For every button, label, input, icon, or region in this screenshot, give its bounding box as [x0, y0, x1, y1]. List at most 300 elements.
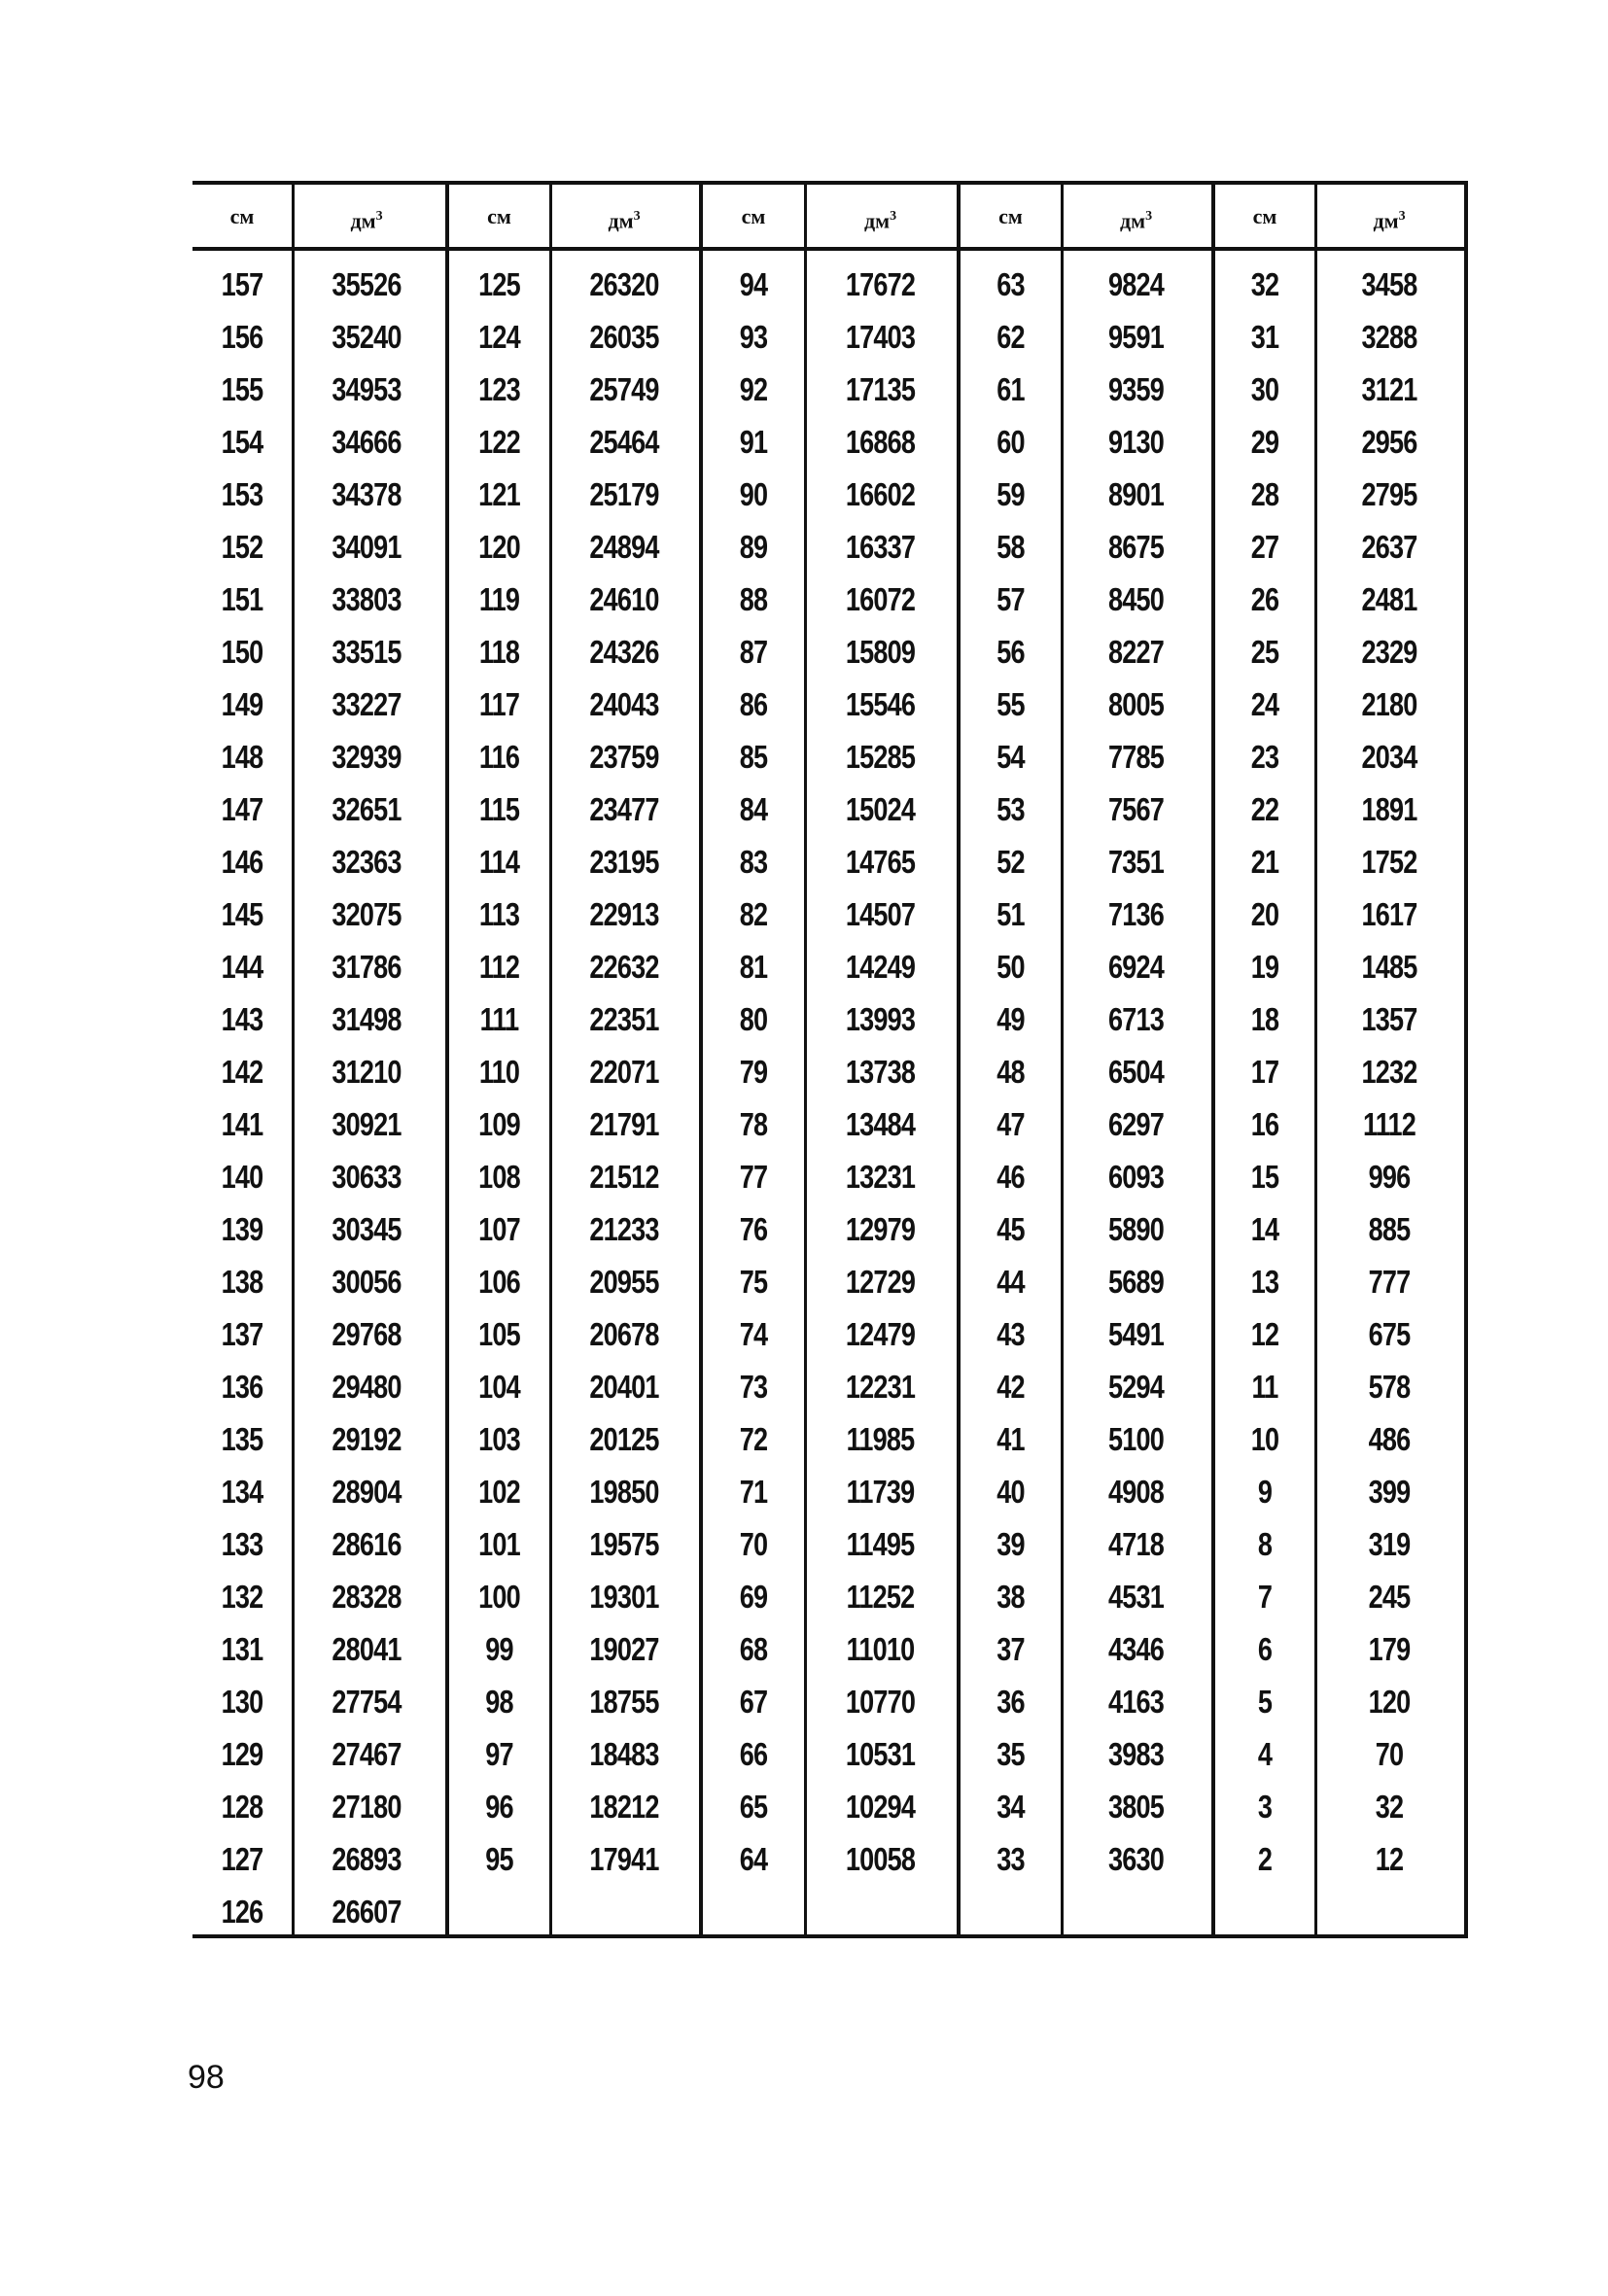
- cell-dm3: 21512: [589, 1159, 659, 1195]
- table-block-5: [1215, 181, 1468, 1938]
- cell-dm3: 22071: [589, 1054, 659, 1090]
- cell-cm: 114: [478, 844, 520, 880]
- cell-dm3: 28041: [332, 1631, 402, 1667]
- cell-dm3: 24894: [589, 529, 659, 565]
- cell-dm3: 1112: [1363, 1106, 1416, 1142]
- cell-cm: 121: [478, 476, 520, 512]
- cell-cm: 45: [996, 1211, 1025, 1247]
- cell-dm3: 10770: [845, 1684, 916, 1720]
- cell-cm: 7: [1257, 1579, 1273, 1615]
- cell-dm3: 31210: [332, 1054, 402, 1090]
- cell-dm3: 4163: [1108, 1684, 1164, 1720]
- cell-dm3: 179: [1368, 1631, 1411, 1667]
- cell-cm: 92: [739, 371, 768, 407]
- cell-dm3: 30921: [332, 1106, 402, 1142]
- cell-cm: 72: [739, 1421, 768, 1457]
- cell-dm3: 13738: [845, 1054, 916, 1090]
- cell-cm: 127: [221, 1841, 263, 1877]
- cell-cm: 88: [739, 581, 768, 617]
- cell-cm: 54: [996, 739, 1025, 775]
- cell-cm: 145: [221, 896, 263, 932]
- cell-cm: 21: [1250, 844, 1279, 880]
- cell-dm3: 32075: [332, 896, 402, 932]
- cell-cm: 104: [478, 1369, 520, 1405]
- cell-cm: 73: [739, 1369, 768, 1405]
- cell-dm3: 26607: [332, 1894, 402, 1930]
- cell-dm3: 25749: [589, 371, 659, 407]
- cell-cm: 103: [478, 1421, 520, 1457]
- cell-cm: 115: [478, 791, 520, 827]
- cell-dm3: 4531: [1108, 1579, 1164, 1615]
- cell-cm: 20: [1250, 896, 1279, 932]
- cell-cm: 110: [478, 1054, 520, 1090]
- cell-dm3: 2329: [1361, 634, 1417, 670]
- cell-dm3: 34666: [332, 424, 402, 460]
- cell-cm: 125: [478, 266, 520, 302]
- header-exponent: 3: [633, 209, 641, 224]
- cell-dm3: 12979: [845, 1211, 916, 1247]
- cell-dm3: 28616: [332, 1526, 402, 1562]
- header-exponent: 3: [890, 209, 897, 224]
- cell-cm: 152: [221, 529, 263, 565]
- cell-cm: 135: [221, 1421, 263, 1457]
- cell-dm3: 31498: [332, 1001, 402, 1037]
- cell-cm: 4: [1257, 1736, 1273, 1772]
- cell-dm3: 26893: [332, 1841, 402, 1877]
- cell-dm3: 16868: [845, 424, 916, 460]
- cell-dm3: 17135: [845, 371, 916, 407]
- header-cm: см: [998, 204, 1023, 228]
- cell-dm3: 8450: [1108, 581, 1164, 617]
- cell-cm: 40: [996, 1474, 1025, 1510]
- cell-cm: 151: [221, 581, 263, 617]
- cell-dm3: 15546: [845, 686, 916, 722]
- cell-cm: 65: [739, 1789, 768, 1825]
- cell-dm3: 30056: [332, 1264, 402, 1300]
- cell-cm: 147: [221, 791, 263, 827]
- cell-cm: 102: [478, 1474, 520, 1510]
- cell-dm3: 675: [1368, 1316, 1411, 1352]
- cell-dm3: 2180: [1361, 686, 1417, 722]
- cell-cm: 64: [739, 1841, 768, 1877]
- cell-cm: 29: [1250, 424, 1279, 460]
- cell-cm: 94: [739, 266, 768, 302]
- cell-cm: 38: [996, 1579, 1025, 1615]
- cell-dm3: 11495: [846, 1526, 915, 1562]
- cell-cm: 78: [739, 1106, 768, 1142]
- cell-cm: 3: [1257, 1789, 1273, 1825]
- cell-dm3: 21233: [589, 1211, 659, 1247]
- header-exponent: 3: [375, 209, 383, 224]
- cell-cm: 119: [478, 581, 520, 617]
- cell-cm: 101: [478, 1526, 520, 1562]
- cell-dm3: 24043: [589, 686, 659, 722]
- cell-dm3: 11010: [846, 1631, 915, 1667]
- cell-cm: 144: [221, 949, 263, 985]
- header-dm3: $дм^3$: [863, 208, 897, 233]
- cell-cm: 100: [478, 1579, 520, 1615]
- cell-dm3: 35526: [332, 266, 402, 302]
- cell-dm3: 9591: [1108, 319, 1164, 355]
- cell-cm: 141: [221, 1106, 263, 1142]
- cell-dm3: 20401: [589, 1369, 659, 1405]
- cell-dm3: 2795: [1361, 476, 1417, 512]
- cell-cm: 86: [739, 686, 768, 722]
- cell-dm3: 11252: [846, 1579, 915, 1615]
- cell-dm3: 120: [1368, 1684, 1411, 1720]
- cell-cm: 83: [739, 844, 768, 880]
- cell-dm3: 23477: [589, 791, 659, 827]
- cell-cm: 137: [221, 1316, 263, 1352]
- cell-cm: 58: [996, 529, 1025, 565]
- cell-dm3: 30633: [332, 1159, 402, 1195]
- cell-cm: 8: [1257, 1526, 1273, 1562]
- cell-cm: 5: [1257, 1684, 1273, 1720]
- cell-dm3: 13484: [845, 1106, 916, 1142]
- cell-dm3: 6924: [1108, 949, 1164, 985]
- cell-cm: 95: [485, 1841, 513, 1877]
- cell-dm3: 18212: [589, 1789, 659, 1825]
- cell-dm3: 7136: [1108, 896, 1164, 932]
- header-dm3: $дм^3$: [1373, 208, 1406, 233]
- header-cm: см: [229, 204, 255, 228]
- cell-cm: 112: [478, 949, 520, 985]
- cell-dm3: 29192: [332, 1421, 402, 1457]
- cell-dm3: 28904: [332, 1474, 402, 1510]
- cell-dm3: 578: [1368, 1369, 1411, 1405]
- cell-dm3: 11985: [846, 1421, 915, 1457]
- cell-cm: 140: [221, 1159, 263, 1195]
- cell-dm3: 34091: [332, 529, 402, 565]
- cell-cm: 106: [478, 1264, 520, 1300]
- cell-cm: 123: [478, 371, 520, 407]
- cell-cm: 149: [221, 686, 263, 722]
- cell-cm: 74: [739, 1316, 768, 1352]
- cell-dm3: 14765: [845, 844, 916, 880]
- cell-cm: 11: [1251, 1369, 1278, 1405]
- cell-dm3: 14507: [845, 896, 916, 932]
- cell-dm3: 19850: [589, 1474, 659, 1510]
- cell-dm3: 3458: [1361, 266, 1417, 302]
- cell-dm3: 30345: [332, 1211, 402, 1247]
- cell-cm: 30: [1250, 371, 1279, 407]
- cell-cm: 120: [478, 529, 520, 565]
- cell-cm: 14: [1250, 1211, 1279, 1247]
- cell-cm: 63: [996, 266, 1025, 302]
- cell-dm3: 6093: [1108, 1159, 1164, 1195]
- cell-cm: 99: [485, 1631, 513, 1667]
- page-number: 98: [188, 2059, 225, 2096]
- cell-cm: 52: [996, 844, 1025, 880]
- cell-cm: 107: [478, 1211, 520, 1247]
- cell-dm3: 34953: [332, 371, 402, 407]
- cell-cm: 39: [996, 1526, 1025, 1562]
- cell-cm: 27: [1250, 529, 1279, 565]
- cell-cm: 66: [739, 1736, 768, 1772]
- cell-cm: 37: [996, 1631, 1025, 1667]
- cell-cm: 111: [479, 1001, 519, 1037]
- column-divider: [1061, 181, 1064, 1938]
- cell-dm3: 15809: [845, 634, 916, 670]
- cell-cm: 153: [221, 476, 263, 512]
- cell-dm3: 13993: [845, 1001, 916, 1037]
- table-block-4: [961, 181, 1215, 1938]
- cell-cm: 109: [478, 1106, 520, 1142]
- cell-dm3: 1485: [1361, 949, 1417, 985]
- cell-dm3: 23195: [589, 844, 659, 880]
- cell-dm3: 3805: [1108, 1789, 1164, 1825]
- cell-dm3: 6713: [1108, 1001, 1164, 1037]
- cell-cm: 93: [739, 319, 768, 355]
- cell-cm: 154: [221, 424, 263, 460]
- cell-dm3: 7785: [1108, 739, 1164, 775]
- cell-cm: 98: [485, 1684, 513, 1720]
- cell-cm: 150: [221, 634, 263, 670]
- cell-dm3: 5294: [1108, 1369, 1164, 1405]
- cell-dm3: 8675: [1108, 529, 1164, 565]
- cell-cm: 81: [739, 949, 768, 985]
- table-block-2: [449, 181, 703, 1938]
- cell-cm: 105: [478, 1316, 520, 1352]
- cell-dm3: 15024: [845, 791, 916, 827]
- cell-dm3: 2034: [1361, 739, 1417, 775]
- cell-dm3: 5100: [1108, 1421, 1164, 1457]
- cell-dm3: 29768: [332, 1316, 402, 1352]
- cell-dm3: 22632: [589, 949, 659, 985]
- cell-cm: 36: [996, 1684, 1025, 1720]
- cell-dm3: 10294: [845, 1789, 916, 1825]
- column-divider: [549, 181, 552, 1938]
- cell-cm: 148: [221, 739, 263, 775]
- cell-dm3: 3288: [1361, 319, 1417, 355]
- cell-dm3: 10531: [845, 1736, 916, 1772]
- cell-cm: 116: [478, 739, 520, 775]
- cell-cm: 12: [1250, 1316, 1279, 1352]
- cell-cm: 128: [221, 1789, 263, 1825]
- cell-dm3: 25179: [589, 476, 659, 512]
- cell-dm3: 1617: [1361, 896, 1417, 932]
- cell-cm: 156: [221, 319, 263, 355]
- cell-dm3: 3983: [1108, 1736, 1164, 1772]
- cell-dm3: 10058: [845, 1841, 916, 1877]
- cell-dm3: 1357: [1361, 1001, 1417, 1037]
- cell-dm3: 8901: [1108, 476, 1164, 512]
- cell-dm3: 996: [1368, 1159, 1411, 1195]
- cell-cm: 9: [1257, 1474, 1273, 1510]
- cell-cm: 50: [996, 949, 1025, 985]
- cell-cm: 143: [221, 1001, 263, 1037]
- cell-dm3: 17672: [845, 266, 916, 302]
- cell-cm: 90: [739, 476, 768, 512]
- cell-cm: 48: [996, 1054, 1025, 1090]
- cell-cm: 80: [739, 1001, 768, 1037]
- cell-cm: 2: [1257, 1841, 1273, 1877]
- cell-dm3: 5491: [1108, 1316, 1164, 1352]
- cell-cm: 41: [996, 1421, 1025, 1457]
- cell-dm3: 18755: [589, 1684, 659, 1720]
- header-cm: см: [487, 204, 511, 228]
- cell-dm3: 20955: [589, 1264, 659, 1300]
- cell-dm3: 26035: [589, 319, 659, 355]
- cell-dm3: 319: [1368, 1526, 1411, 1562]
- table-block-1: [192, 181, 449, 1938]
- cell-cm: 56: [996, 634, 1025, 670]
- cell-dm3: 29480: [332, 1369, 402, 1405]
- cell-cm: 155: [221, 371, 263, 407]
- cell-cm: 6: [1257, 1631, 1273, 1667]
- cell-cm: 42: [996, 1369, 1025, 1405]
- cell-cm: 61: [996, 371, 1025, 407]
- cell-cm: 82: [739, 896, 768, 932]
- cell-dm3: 7567: [1108, 791, 1164, 827]
- cell-cm: 91: [739, 424, 768, 460]
- cell-dm3: 1752: [1361, 844, 1417, 880]
- cell-dm3: 4718: [1108, 1526, 1164, 1562]
- cell-dm3: 12: [1375, 1841, 1404, 1877]
- cell-cm: 142: [221, 1054, 263, 1090]
- cell-cm: 97: [485, 1736, 513, 1772]
- cell-cm: 124: [478, 319, 520, 355]
- cell-cm: 24: [1250, 686, 1279, 722]
- cell-dm3: 27180: [332, 1789, 402, 1825]
- cell-cm: 130: [221, 1684, 263, 1720]
- cell-dm3: 17403: [845, 319, 916, 355]
- cell-dm3: 17941: [589, 1841, 659, 1877]
- header-dm3: $дм^3$: [1119, 208, 1153, 233]
- cell-cm: 131: [221, 1631, 263, 1667]
- cell-dm3: 32651: [332, 791, 402, 827]
- cell-dm3: 32: [1375, 1789, 1404, 1825]
- header-exponent: 3: [1145, 209, 1153, 224]
- cell-dm3: 1232: [1361, 1054, 1417, 1090]
- cell-dm3: 33803: [332, 581, 402, 617]
- cell-cm: 23: [1250, 739, 1279, 775]
- column-divider: [292, 181, 295, 1938]
- cell-dm3: 20125: [589, 1421, 659, 1457]
- header-exponent: 3: [1398, 209, 1406, 224]
- cell-dm3: 23759: [589, 739, 659, 775]
- cell-cm: 13: [1250, 1264, 1279, 1300]
- column-divider: [804, 181, 807, 1938]
- cell-dm3: 18483: [589, 1736, 659, 1772]
- cell-dm3: 5890: [1108, 1211, 1164, 1247]
- cell-cm: 10: [1250, 1421, 1279, 1457]
- cell-cm: 139: [221, 1211, 263, 1247]
- cell-cm: 157: [221, 266, 263, 302]
- cell-cm: 122: [478, 424, 520, 460]
- table-block-3: [703, 181, 961, 1938]
- cell-cm: 49: [996, 1001, 1025, 1037]
- cell-dm3: 16602: [845, 476, 916, 512]
- cell-cm: 31: [1250, 319, 1279, 355]
- cell-dm3: 3121: [1361, 371, 1417, 407]
- cell-dm3: 11739: [846, 1474, 915, 1510]
- cell-cm: 32: [1250, 266, 1279, 302]
- cell-dm3: 27754: [332, 1684, 402, 1720]
- cell-dm3: 33515: [332, 634, 402, 670]
- cell-dm3: 31786: [332, 949, 402, 985]
- cell-cm: 79: [739, 1054, 768, 1090]
- header-dm3: $дм^3$: [608, 208, 641, 233]
- cell-cm: 146: [221, 844, 263, 880]
- cell-cm: 15: [1250, 1159, 1279, 1195]
- header-dm3: $дм^3$: [350, 208, 383, 233]
- cell-cm: 55: [996, 686, 1025, 722]
- cell-cm: 75: [739, 1264, 768, 1300]
- cell-dm3: 22913: [589, 896, 659, 932]
- cell-cm: 51: [996, 896, 1025, 932]
- cell-cm: 35: [996, 1736, 1025, 1772]
- cell-cm: 67: [739, 1684, 768, 1720]
- cell-dm3: 3630: [1108, 1841, 1164, 1877]
- cell-dm3: 399: [1368, 1474, 1411, 1510]
- cell-cm: 60: [996, 424, 1025, 460]
- cell-dm3: 34378: [332, 476, 402, 512]
- cell-cm: 70: [739, 1526, 768, 1562]
- cell-dm3: 32363: [332, 844, 402, 880]
- cell-cm: 18: [1250, 1001, 1279, 1037]
- cell-dm3: 2956: [1361, 424, 1417, 460]
- cell-dm3: 486: [1368, 1421, 1411, 1457]
- cell-dm3: 27467: [332, 1736, 402, 1772]
- header-cm: см: [1252, 204, 1277, 228]
- cell-dm3: 777: [1368, 1264, 1411, 1300]
- cell-dm3: 8227: [1108, 634, 1164, 670]
- cell-dm3: 12729: [845, 1264, 916, 1300]
- cell-dm3: 5689: [1108, 1264, 1164, 1300]
- cell-cm: 62: [996, 319, 1025, 355]
- cell-cm: 77: [739, 1159, 768, 1195]
- cell-dm3: 6297: [1108, 1106, 1164, 1142]
- cell-cm: 85: [739, 739, 768, 775]
- cell-cm: 138: [221, 1264, 263, 1300]
- cell-cm: 133: [221, 1526, 263, 1562]
- cell-dm3: 19575: [589, 1526, 659, 1562]
- cell-dm3: 12231: [845, 1369, 916, 1405]
- cell-dm3: 2481: [1361, 581, 1417, 617]
- cell-dm3: 1891: [1361, 791, 1417, 827]
- cell-dm3: 245: [1368, 1579, 1411, 1615]
- cell-dm3: 19027: [589, 1631, 659, 1667]
- cell-cm: 84: [739, 791, 768, 827]
- cell-dm3: 33227: [332, 686, 402, 722]
- cell-dm3: 6504: [1108, 1054, 1164, 1090]
- cell-dm3: 70: [1375, 1736, 1404, 1772]
- cell-cm: 132: [221, 1579, 263, 1615]
- cell-dm3: 25464: [589, 424, 659, 460]
- cell-cm: 69: [739, 1579, 768, 1615]
- cell-cm: 44: [996, 1264, 1025, 1300]
- cell-dm3: 15285: [845, 739, 916, 775]
- cell-dm3: 12479: [845, 1316, 916, 1352]
- cell-cm: 76: [739, 1211, 768, 1247]
- cell-dm3: 9359: [1108, 371, 1164, 407]
- cell-cm: 34: [996, 1789, 1025, 1825]
- cell-dm3: 19301: [589, 1579, 659, 1615]
- cell-cm: 25: [1250, 634, 1279, 670]
- cell-dm3: 7351: [1108, 844, 1164, 880]
- cell-cm: 53: [996, 791, 1025, 827]
- cell-cm: 26: [1250, 581, 1279, 617]
- cell-dm3: 26320: [589, 266, 659, 302]
- cell-dm3: 9130: [1108, 424, 1164, 460]
- cell-cm: 68: [739, 1631, 768, 1667]
- cell-cm: 22: [1250, 791, 1279, 827]
- cell-cm: 136: [221, 1369, 263, 1405]
- cell-cm: 87: [739, 634, 768, 670]
- cell-dm3: 885: [1368, 1211, 1411, 1247]
- cell-dm3: 32939: [332, 739, 402, 775]
